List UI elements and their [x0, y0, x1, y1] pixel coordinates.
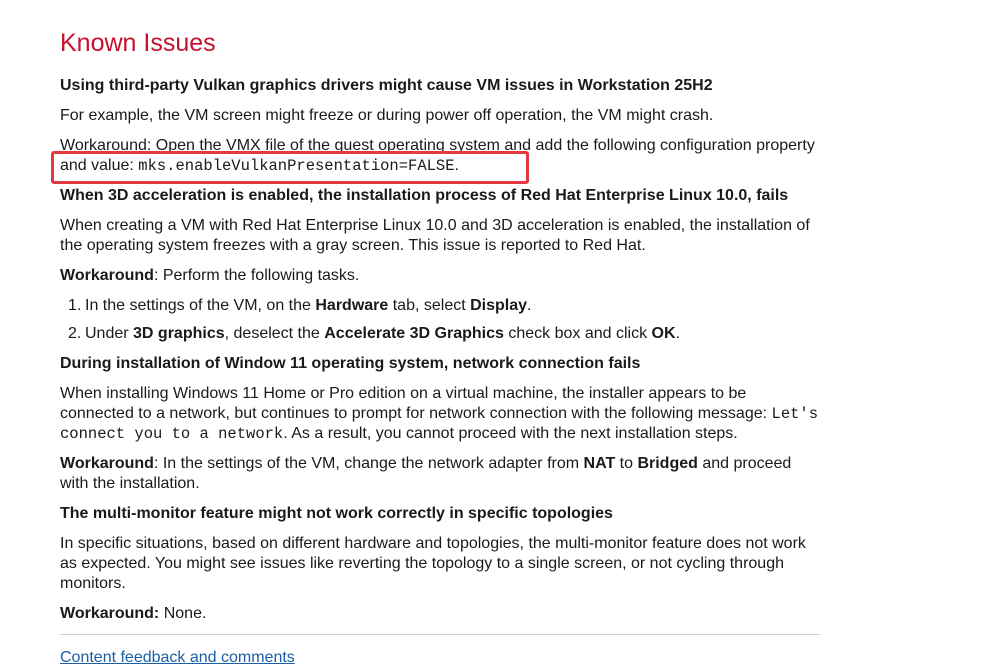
issue-heading-vulkan: Using third-party Vulkan graphics drivers might cause VM issues in Workstation 25H2	[60, 77, 713, 94]
step-text: In the settings of the VM, on the	[85, 297, 316, 314]
step-text: Under	[85, 325, 134, 342]
workaround-multimonitor	[60, 604, 820, 624]
workaround-text: and proceed	[697, 455, 792, 472]
issue-body-multimonitor-line1: In specific situations, based on different hardware and topologies, the multi-monitor feature does not work	[60, 535, 806, 552]
page-title: Known Issues	[60, 29, 216, 57]
workaround-text: to	[615, 455, 638, 472]
step-bold-display: Display	[470, 297, 528, 314]
workaround-vulkan-line1: Workaround: Open the VMX file of the guest operating system and add the following configuration property	[60, 137, 815, 154]
workaround-bold-nat: NAT	[583, 455, 616, 472]
step-bold-accelerate: Accelerate 3D Graphics	[324, 325, 504, 342]
workaround-rhel	[60, 266, 820, 286]
network-message-code: connect you to a network	[60, 425, 284, 443]
list-item	[68, 324, 680, 344]
step-bold-ok: OK	[651, 325, 676, 342]
vulkan-config-code: mks.enableVulkanPresentation=FALSE	[138, 157, 455, 175]
issue-body-vulkan: For example, the VM screen might freeze or during power off operation, the VM might crash.	[60, 107, 714, 124]
issue-body-win11-line3	[60, 424, 820, 444]
issue-body-rhel-line2: the operating system freezes with a gray screen. This issue is reported to Red Hat.	[60, 237, 646, 254]
workaround-label: Workaround:	[60, 605, 160, 622]
step-text: check box and click	[503, 325, 652, 342]
step-number: 2.	[68, 325, 82, 342]
issue-body-rhel-line1: When creating a VM with Red Hat Enterprise Linux 10.0 and 3D acceleration is enabled, the installation of	[60, 217, 810, 234]
step-number: 1.	[68, 297, 82, 314]
issue-heading-multimonitor: The multi-monitor feature might not work correctly in specific topologies	[60, 505, 613, 522]
issue-body-text: connected to a network, but continues to prompt for network connection with the following message:	[60, 405, 772, 422]
step-text: tab, select	[388, 297, 471, 314]
issue-body-win11-line1: When installing Windows 11 Home or Pro edition on a virtual machine, the installer appears to be	[60, 385, 747, 402]
step-bold-3d-graphics: 3D graphics	[133, 325, 225, 342]
issue-body-multimonitor-line3: monitors.	[60, 575, 126, 592]
issue-heading-win11: During installation of Window 11 operating system, network connection fails	[60, 355, 641, 372]
workaround-text: : Perform the following tasks.	[153, 267, 360, 284]
section-divider	[60, 634, 820, 635]
workaround-vulkan-prefix: and value:	[60, 157, 139, 174]
issue-body-text: . As a result, you cannot proceed with the next installation steps.	[283, 425, 738, 442]
step-text: .	[675, 325, 680, 342]
step-text: .	[527, 297, 532, 314]
step-bold-hardware: Hardware	[315, 297, 389, 314]
content-feedback-link[interactable]: Content feedback and comments	[60, 649, 295, 666]
workaround-text: : In the settings of the VM, change the network adapter from	[153, 455, 584, 472]
workaround-bold-bridged: Bridged	[637, 455, 698, 472]
issue-body-win11-line2	[60, 404, 820, 424]
workaround-win11-line2: with the installation.	[60, 475, 200, 492]
workaround-text: None.	[159, 605, 207, 622]
highlight-box-annotation	[51, 151, 529, 184]
issue-body-multimonitor-line2: as expected. You might see issues like reverting the topology to a single screen, or not cycling through	[60, 555, 784, 572]
list-item	[68, 296, 531, 316]
workaround-label: Workaround	[60, 267, 154, 284]
workaround-vulkan-suffix: .	[454, 157, 459, 174]
workaround-win11-line1	[60, 454, 820, 474]
workaround-label: Workaround	[60, 455, 154, 472]
network-message-code: Let's	[771, 405, 819, 423]
step-text: , deselect the	[224, 325, 325, 342]
issue-heading-rhel: When 3D acceleration is enabled, the installation process of Red Hat Enterprise Linux 10.0, fails	[60, 187, 789, 204]
